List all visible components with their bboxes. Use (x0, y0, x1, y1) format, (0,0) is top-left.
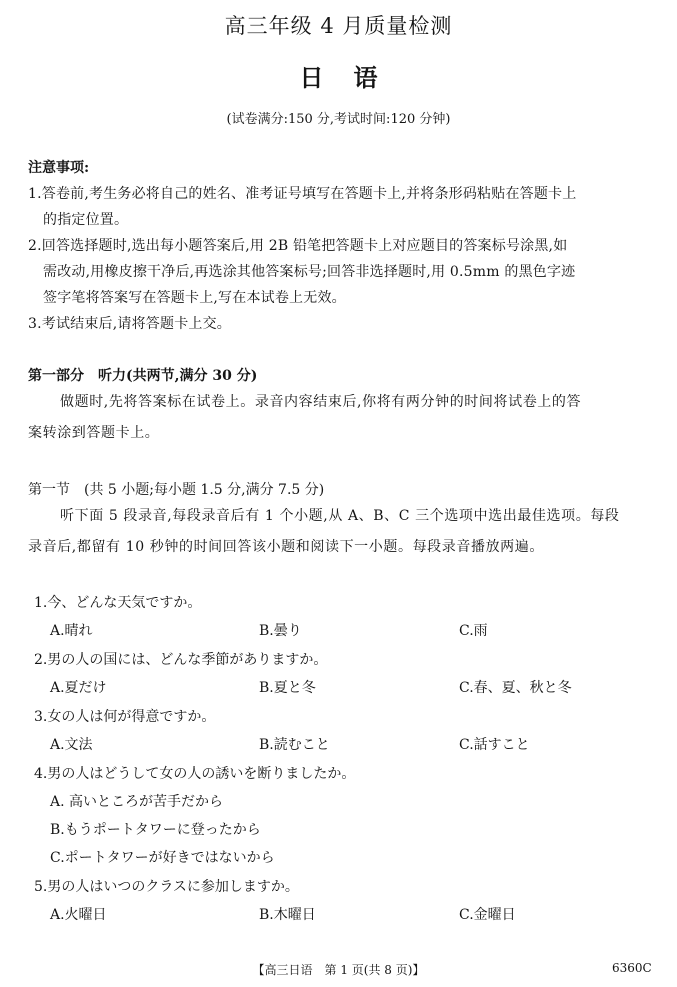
question-stem: 1.今、どんな天気ですか。 (34, 595, 202, 611)
note-line: 1.答卷前,考生务必将自己的姓名、准考证号填写在答题卡上,并将条形码粘贴在答题卡上 (28, 186, 577, 202)
exam-title: 高三年级 4 月质量检测 (224, 14, 453, 38)
question-option-c: C.雨 (459, 623, 488, 639)
question-option-c: C.ポートタワーが好きではないから (50, 850, 275, 866)
section1-intro-line: 听下面 5 段录音,每段录音后有 1 个小题,从 A、B、C 三个选项中选出最佳选项。每段 (60, 508, 620, 524)
question-option-b: B.もうポートタワーに登ったから (50, 822, 261, 838)
question-option-b: B.読むこと (259, 737, 330, 753)
part1-heading (28, 365, 257, 385)
question-option-b: B.曇り (259, 623, 302, 639)
question-option-a: A.晴れ (50, 623, 93, 639)
section1-intro-line: 录音后,都留有 10 秒钟的时间回答该小题和阅读下一小题。每段录音播放两遍。 (28, 539, 544, 555)
question-option-c: C.話すこと (459, 737, 530, 753)
question-stem: 3.女の人は何が得意ですか。 (34, 709, 216, 725)
part1-intro-line: 案转涂到答题卡上。 (28, 425, 160, 441)
exam-code: 6360C (612, 961, 652, 975)
note-line: 2.回答选择题时,选出每小题答案后,用 2B 铅笔把答题卡上对应题目的答案标号涂黑,如 (28, 238, 568, 254)
question-option-a: A.火曜日 (50, 907, 107, 923)
note-line: 3.考试结束后,请将答题卡上交。 (28, 316, 232, 332)
part1-title: 听力(共两节,满分 30 分) (98, 368, 258, 384)
note-line: 需改动,用橡皮擦干净后,再选涂其他答案标号;回答非选择题时,用 0.5mm 的黑色字迹 (43, 264, 576, 280)
notes-heading: 注意事项: (28, 160, 90, 176)
question-option-a: A.文法 (50, 737, 93, 753)
note-line: 签字笔将答案写在答题卡上,写在本试卷上无效。 (43, 290, 346, 306)
question-option-b: B.木曜日 (259, 907, 316, 923)
question-option-b: B.夏と冬 (259, 680, 316, 696)
question-option-a: A.夏だけ (50, 680, 107, 696)
question-stem: 2.男の人の国には、どんな季節がありますか。 (34, 652, 328, 668)
question-stem: 4.男の人はどうして女の人の誘いを断りましたか。 (34, 766, 356, 782)
section1-label: 第一节 (28, 482, 70, 498)
question-stem: 5.男の人はいつのクラスに参加しますか。 (34, 879, 299, 895)
note-line: 的指定位置。 (43, 212, 129, 228)
part1-intro-line: 做题时,先将答案标在试卷上。录音内容结束后,你将有两分钟的时间将试卷上的答 (60, 394, 582, 410)
exam-meta: (试卷满分:150 分,考试时间:120 分钟) (226, 112, 451, 127)
section1-heading (28, 479, 324, 499)
subject-title: 日语 (299, 63, 408, 92)
section1-title: (共 5 小题;每小题 1.5 分,满分 7.5 分) (84, 482, 325, 498)
part1-label: 第一部分 (28, 368, 84, 384)
page-footer: 【高三日语 第 1 页(共 8 页)】 (252, 963, 425, 977)
question-option-c: C.春、夏、秋と冬 (459, 680, 572, 696)
question-option-a: A. 高いところが苦手だから (50, 794, 224, 810)
question-option-c: C.金曜日 (459, 907, 516, 923)
